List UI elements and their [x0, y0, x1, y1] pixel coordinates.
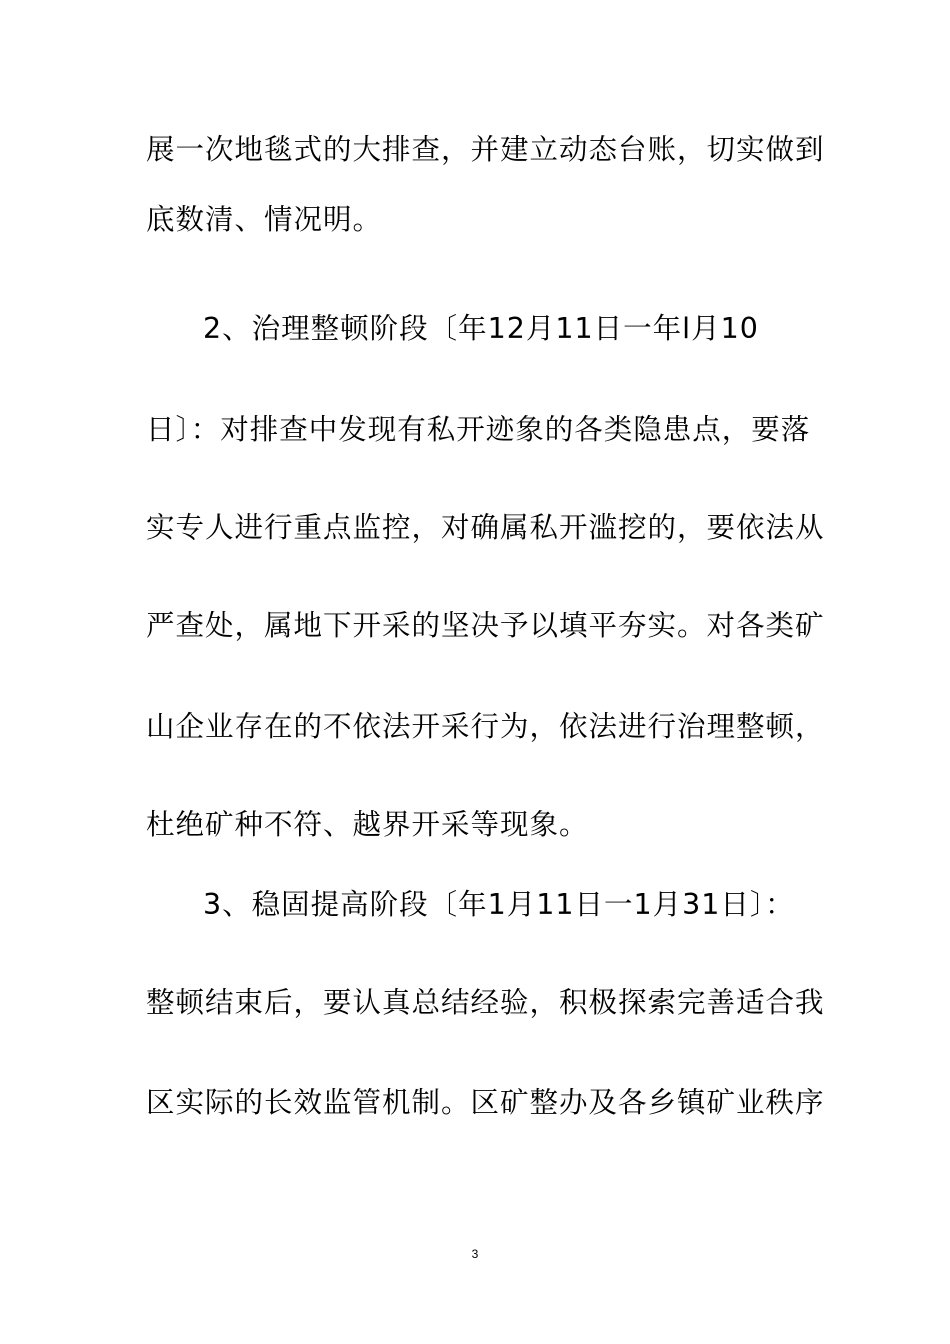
text-line-8: 杜绝矿种不符、越界开采等现象。: [146, 808, 589, 841]
text-line-9: 3、稳固提高阶段〔年1月11日一1月31日〕：: [203, 888, 795, 921]
text-line-4: 日〕：对排查中发现有私开迹象的各类隐患点，要落: [146, 413, 811, 446]
text-line-11: 区实际的长效监管机制。区矿整办及各乡镇矿业秩序: [146, 1086, 825, 1119]
text-line-5: 实专人进行重点监控，对确属私开滥挖的，要依法从: [146, 511, 825, 544]
text-line-10: 整顿结束后，要认真总结经验，积极探索完善适合我: [146, 986, 825, 1019]
text-line-7: 山企业存在的不依法开采行为，依法进行治理整顿，: [146, 710, 825, 743]
text-line-2: 底数清、情况明。: [146, 203, 383, 236]
text-line-1: 展一次地毯式的大排查，并建立动态台账，切实做到: [146, 133, 825, 166]
page-number: 3: [471, 1247, 479, 1261]
text-line-6: 严查处，属地下开采的坚决予以填平夯实。对各类矿: [146, 609, 825, 642]
text-line-3: 2、治理整顿阶段〔年12月11日一年l月10: [203, 312, 759, 345]
